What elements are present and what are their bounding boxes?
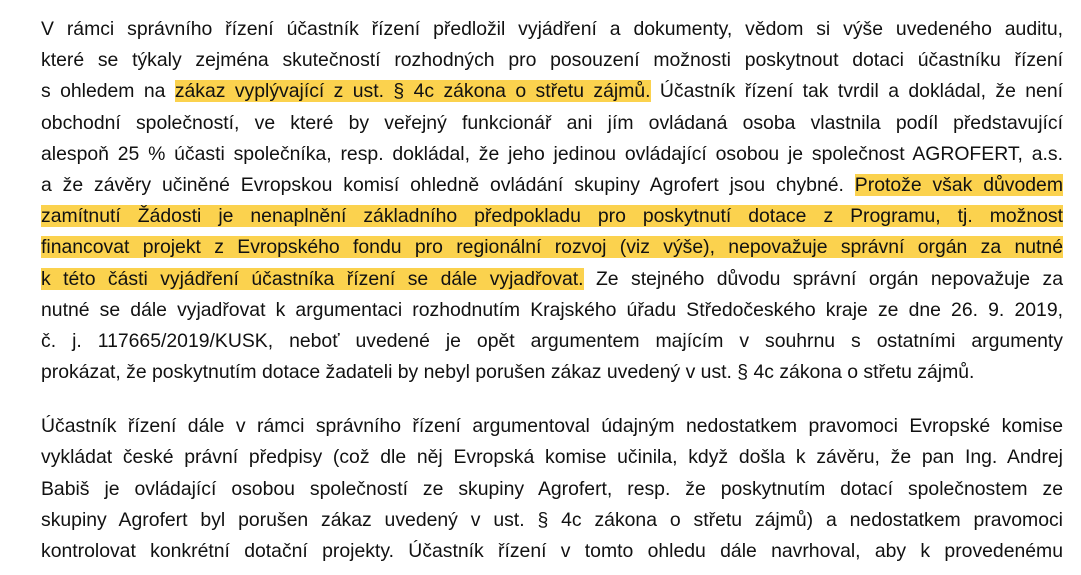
line-text: č. j. 117665/2019/KUSK, neboť uvedené je opět argumentem majícím v souhrnu s ostatními argumenty [41, 329, 1063, 352]
text-line [41, 264, 1063, 295]
highlighted-text: zamítnutí Žádosti je nenaplnění základního předpokladu pro poskytnutí dotace z Programu, tj. možnost [41, 205, 1063, 228]
paragraph-1 [41, 14, 1063, 388]
text-line [41, 45, 1063, 76]
line-text: prokázat, že poskytnutím dotace žadateli by nebyl porušen zákaz uvedený v ust. § 4c zákona o střetu zájmů. [41, 361, 975, 384]
line-text: V rámci správního řízení účastník řízení předložil vyjádření a dokumenty, vědom si výše uvedeného auditu, [41, 18, 1063, 40]
highlighted-text: k této části vyjádření účastníka řízení se dále vyjadřovat. [41, 267, 584, 290]
text-line [41, 536, 1063, 567]
text-line [41, 139, 1063, 170]
line-text: kontrolovat konkrétní dotační projekty. Účastník řízení v tomto ohledu dále navrhoval, aby k provedenému [41, 540, 1063, 562]
text-line [41, 232, 1063, 263]
line-text: vykládat české právní předpisy (což dle něj Evropská komise učinila, když došla k závěru, že pan Ing. Andrej [41, 446, 1063, 469]
line-text: obchodní společností, ve které by veřejný funkcionář ani jím ovládaná osoba vlastnila podíl představující [41, 111, 1063, 134]
line-text: alespoň 25 % účasti společníka, resp. dokládal, že jeho jedinou ovládající osobou je společnost AGROFERT, a.s. [41, 142, 1063, 165]
text-line [41, 295, 1063, 326]
text-line [41, 326, 1063, 357]
line-text: Účastník řízení tak tvrdil a dokládal, že není [650, 80, 1063, 103]
document-page [41, 14, 1063, 567]
text-line [41, 108, 1063, 139]
line-text: Ze stejného důvodu správní orgán nepovažuje za [583, 267, 1063, 290]
text-line [41, 76, 1063, 107]
text-line [41, 357, 1063, 388]
highlighted-text: financovat projekt z Evropského fondu pro regionální rozvoj (viz výše), nepovažuje správní orgán za nutné [41, 236, 1063, 259]
paragraph-2 [41, 411, 1063, 567]
line-text: a že závěry učiněné Evropskou komisí ohledně ovládání skupiny Agrofert jsou chybné. [41, 173, 855, 196]
line-text: s ohledem na [41, 80, 175, 103]
highlighted-text: Protože však důvodem [854, 173, 1063, 196]
text-line [41, 505, 1063, 536]
text-line [41, 14, 1063, 45]
line-text: které se týkaly zejména skutečností rozhodných pro posouzení možnosti poskytnout dotaci účastníku řízení [41, 49, 1063, 72]
line-text: skupiny Agrofert byl porušen zákaz uvedený v ust. § 4c zákona o střetu zájmů) a nedostatkem pravomoci [41, 508, 1063, 531]
line-text: Babiš je ovládající osobou společností ze skupiny Agrofert, resp. že poskytnutím dotací společnostem ze [41, 477, 1063, 500]
text-line [41, 411, 1063, 442]
text-line [41, 474, 1063, 505]
text-line [41, 201, 1063, 232]
line-text: Účastník řízení dále v rámci správního řízení argumentoval údajným nedostatkem pravomoci Evropské komise [41, 415, 1063, 438]
text-line [41, 442, 1063, 473]
highlighted-text: zákaz vyplývající z ust. § 4c zákona o střetu zájmů. [174, 80, 651, 103]
text-line [41, 170, 1063, 201]
line-text: nutné se dále vyjadřovat k argumentaci rozhodnutím Krajského úřadu Středočeského kraje ze dne 26. 9. 2019, [41, 298, 1063, 321]
